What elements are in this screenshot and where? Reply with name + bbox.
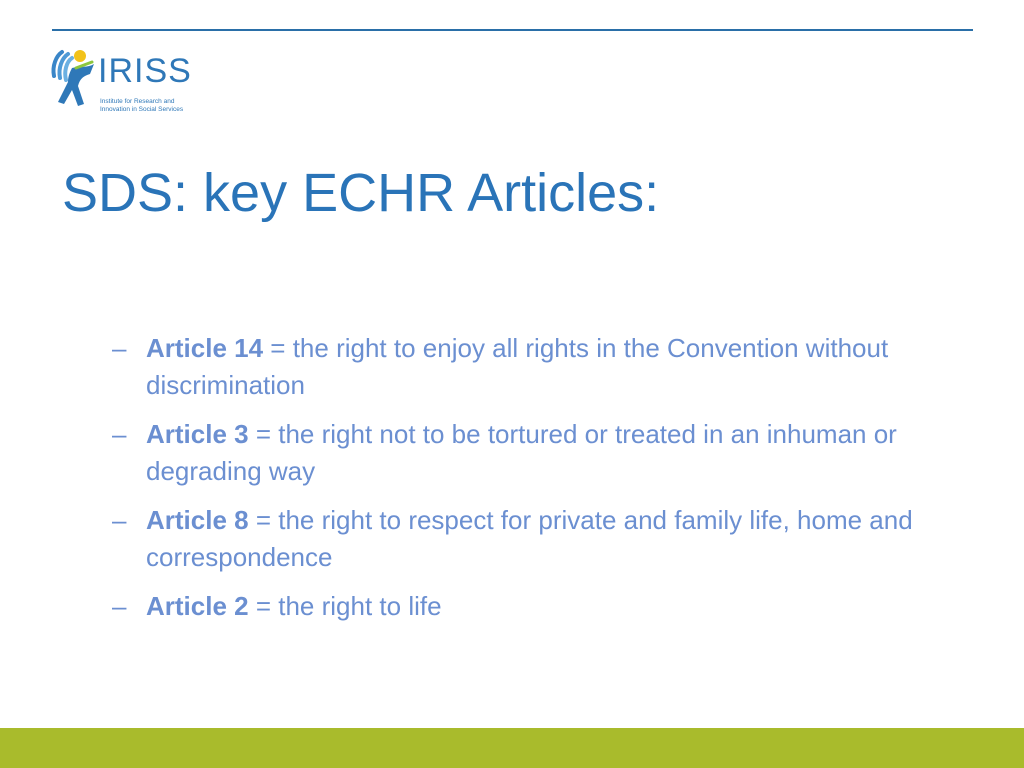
logo-wordmark: IRISS	[98, 52, 192, 90]
article-description: = the right to respect for private and family life, home and correspondence	[146, 505, 913, 572]
article-item-2	[112, 588, 972, 625]
article-description: = the right to life	[248, 591, 442, 621]
article-item-14	[112, 330, 972, 404]
logo-tagline-line2: Innovation in Social Services	[100, 106, 184, 113]
article-description: = the right not to be tortured or treated in an inhuman or degrading way	[146, 419, 897, 486]
article-item-3	[112, 416, 972, 490]
dash-bullet: –	[112, 505, 127, 535]
article-name: Article 14	[146, 333, 264, 363]
iriss-logo	[50, 46, 220, 116]
top-divider	[52, 29, 973, 31]
article-item-8	[112, 502, 972, 576]
dash-bullet: –	[112, 419, 127, 449]
article-description: = the right to enjoy all rights in the Convention without discrimination	[146, 333, 889, 400]
dash-bullet: –	[112, 591, 127, 621]
articles-list	[112, 330, 972, 637]
article-name: Article 8	[146, 505, 249, 535]
article-name: Article 3	[146, 419, 249, 449]
article-name: Article 2	[146, 591, 249, 621]
figure-logo-icon	[50, 46, 98, 110]
dash-bullet: –	[112, 333, 127, 363]
slide-title: SDS: key ECHR Articles:	[62, 163, 660, 223]
footer-band	[0, 728, 1024, 768]
logo-tagline	[100, 98, 183, 114]
logo-tagline-line1: Institute for Research and	[100, 98, 175, 105]
